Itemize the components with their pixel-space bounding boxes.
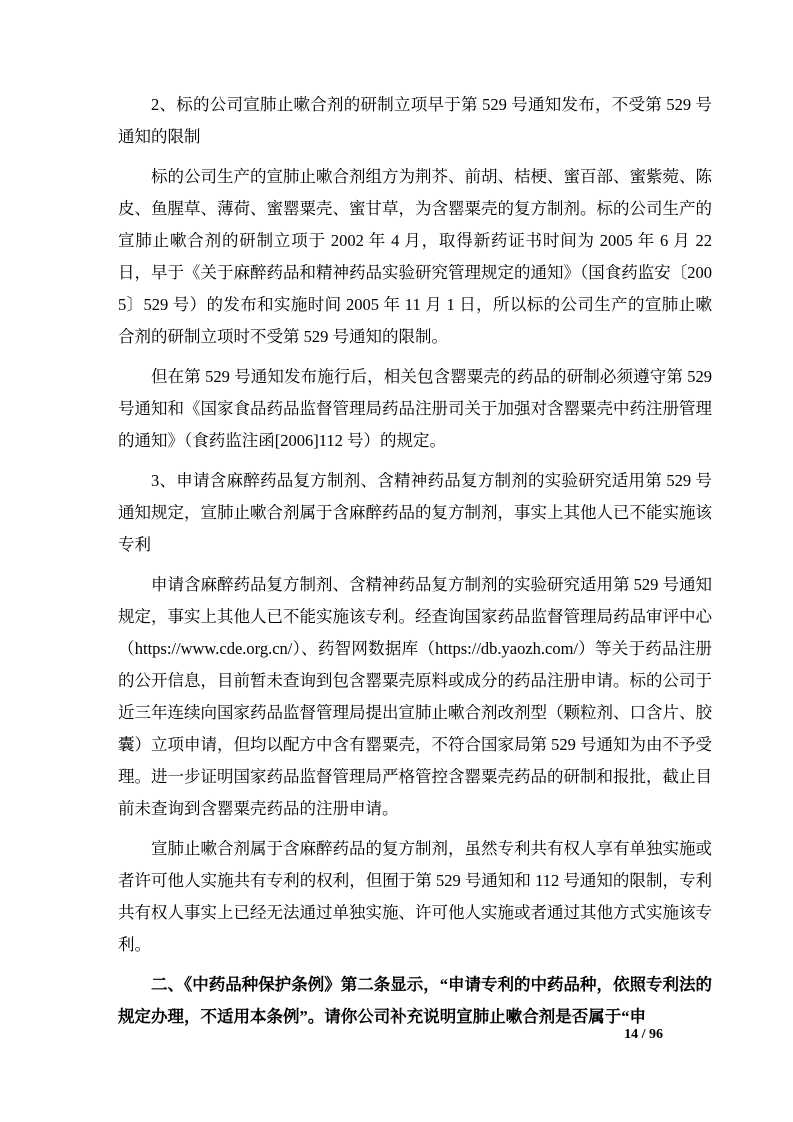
body-paragraph: 宣肺止嗽合剂属于含麻醉药品的复方制剂，虽然专利共有权人享有单独实施或者许可他人实施共有专利的权利，但囿于第 529 号通知和 112 号通知的限制，专利共有权人事实上已经无法通过单独实施、许可他人实施或者通过其他方式实施该专利。 [118,839,712,954]
body-paragraph: 但在第 529 号通知发布施行后，相关包含罂粟壳的药品的研制必须遵守第 529 号通知和《国家食品药品监督管理局药品注册司关于加强对含罂粟壳中药注册管理的通知》（食药监注函[2006]112 号）的规定。 [118,367,712,450]
page-content [118,89,712,1041]
page-number: 14 / 96 [624,1027,663,1042]
section-heading-2: 2、标的公司宣肺止嗽合剂的研制立项早于第 529 号通知发布，不受第 529 号通知的限制 [118,95,712,146]
body-paragraph: 申请含麻醉药品复方制剂、含精神药品复方制剂的实验研究适用第 529 号通知规定，事实上其他人已不能实施该专利。经查询国家药品监督管理局药品审评中心（https://www.cde.org.cn/）、药智网数据库（https://db.yaozh.com/）等关于药品注册的公开信息，目前暂未查询到包含罂粟壳原料或成分的药品注册申请。标的公司于近三年连续向国家药品监督管理局提出宣肺止嗽合剂改剂型（颗粒剂、口含片、胶囊）立项申请，但均以配方中含有罂粟壳，不符合国家局第 529 号通知为由不予受理。进一步证明国家药品监督管理局严格管控含罂粟壳药品的研制和报批，截止目前未查询到含罂粟壳药品的注册申请。 [118,575,712,818]
body-paragraph: 标的公司生产的宣肺止嗽合剂组方为荆芥、前胡、桔梗、蜜百部、蜜紫菀、陈皮、鱼腥草、薄荷、蜜罂粟壳、蜜甘草，为含罂粟壳的复方制剂。标的公司生产的宣肺止嗽合剂的研制立项于 2002 年 4 月，取得新药证书时间为 2005 年 6 月 22 日，早于《关于麻醉药品和精神药品实验研究管理规定的通知》（国食药监安〔2005〕529 号）的发布和实施时间 2005 年 11 月 1 日，所以标的公司生产的宣肺止嗽合剂的研制立项时不受第 529 号通知的限制。 [118,167,712,346]
section-heading-3: 3、申请含麻醉药品复方制剂、含精神药品复方制剂的实验研究适用第 529 号通知规定，宣肺止嗽合剂属于含麻醉药品的复方制剂，事实上其他人已不能实施该专利 [118,471,712,554]
inquiry-heading-bold: 二、《中药品种保护条例》第二条显示，“申请专利的中药品种，依照专利法的规定办理，不适用本条例”。请你公司补充说明宣肺止嗽合剂是否属于“申 [118,975,712,1026]
